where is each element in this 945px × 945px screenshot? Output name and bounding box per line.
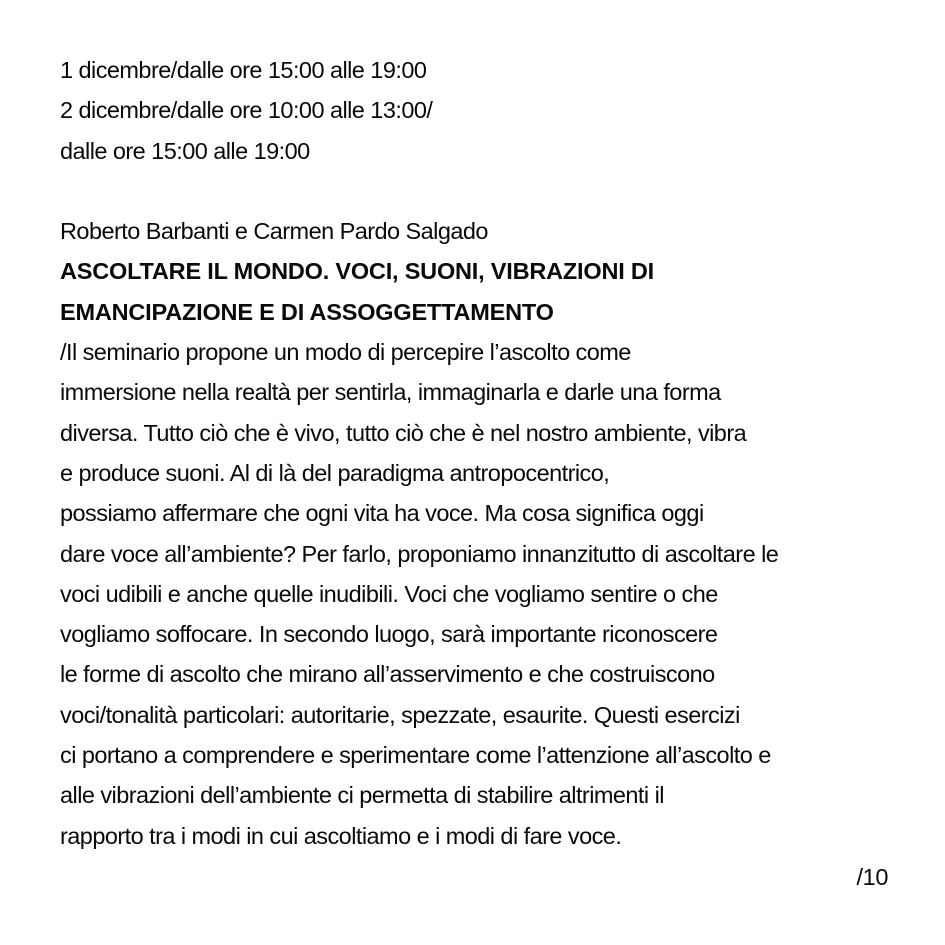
seminar-title	[60, 251, 892, 332]
body-line: vogliamo soffocare. In secondo luogo, sarà importante riconoscere	[60, 621, 718, 648]
authors: Roberto Barbanti e Carmen Pardo Salgado	[60, 218, 488, 245]
body-line: dare voce all’ambiente? Per farlo, proponiamo innanzitutto di ascoltare le	[60, 540, 779, 567]
body-line: /Il seminario propone un modo di percepire l’ascolto come	[60, 339, 631, 366]
title-line: EMANCIPAZIONE E DI ASSOGGETTAMENTO	[60, 298, 554, 325]
body-line: diversa. Tutto ciò che è vivo, tutto ciò che è nel nostro ambiente, vibra	[60, 419, 747, 446]
seminar-description	[60, 332, 892, 856]
body-line: immersione nella realtà per sentirla, immaginarla e darle una forma	[60, 379, 721, 406]
body-line: voci udibili e anche quelle inudibili. Voci che vogliamo sentire o che	[60, 580, 718, 607]
schedule-line: 2 dicembre/dalle ore 10:00 alle 13:00/	[60, 97, 433, 124]
schedule-line: 1 dicembre/dalle ore 15:00 alle 19:00	[60, 57, 427, 83]
schedule-line: dalle ore 15:00 alle 19:00	[60, 137, 310, 164]
body-line: e produce suoni. Al di là del paradigma antropocentrico,	[60, 459, 610, 486]
body-line: alle vibrazioni dell’ambiente ci permetta di stabilire altrimenti il	[60, 782, 664, 809]
page-number: /10	[856, 864, 888, 890]
spacer	[60, 171, 892, 211]
body-line: ci portano a comprendere e sperimentare come l’attenzione all’ascolto e	[60, 742, 771, 769]
schedule-block	[60, 50, 892, 171]
title-line: ASCOLTARE IL MONDO. VOCI, SUONI, VIBRAZIONI DI	[60, 258, 654, 285]
body-line: voci/tonalità particolari: autoritarie, spezzate, esaurite. Questi esercizi	[60, 701, 740, 728]
document-page	[60, 50, 892, 856]
body-line: possiamo affermare che ogni vita ha voce. Ma cosa significa oggi	[60, 500, 704, 527]
body-line: rapporto tra i modi in cui ascoltiamo e i modi di fare voce.	[60, 822, 622, 849]
body-line: le forme di ascolto che mirano all’asservimento e che costruiscono	[60, 661, 715, 688]
